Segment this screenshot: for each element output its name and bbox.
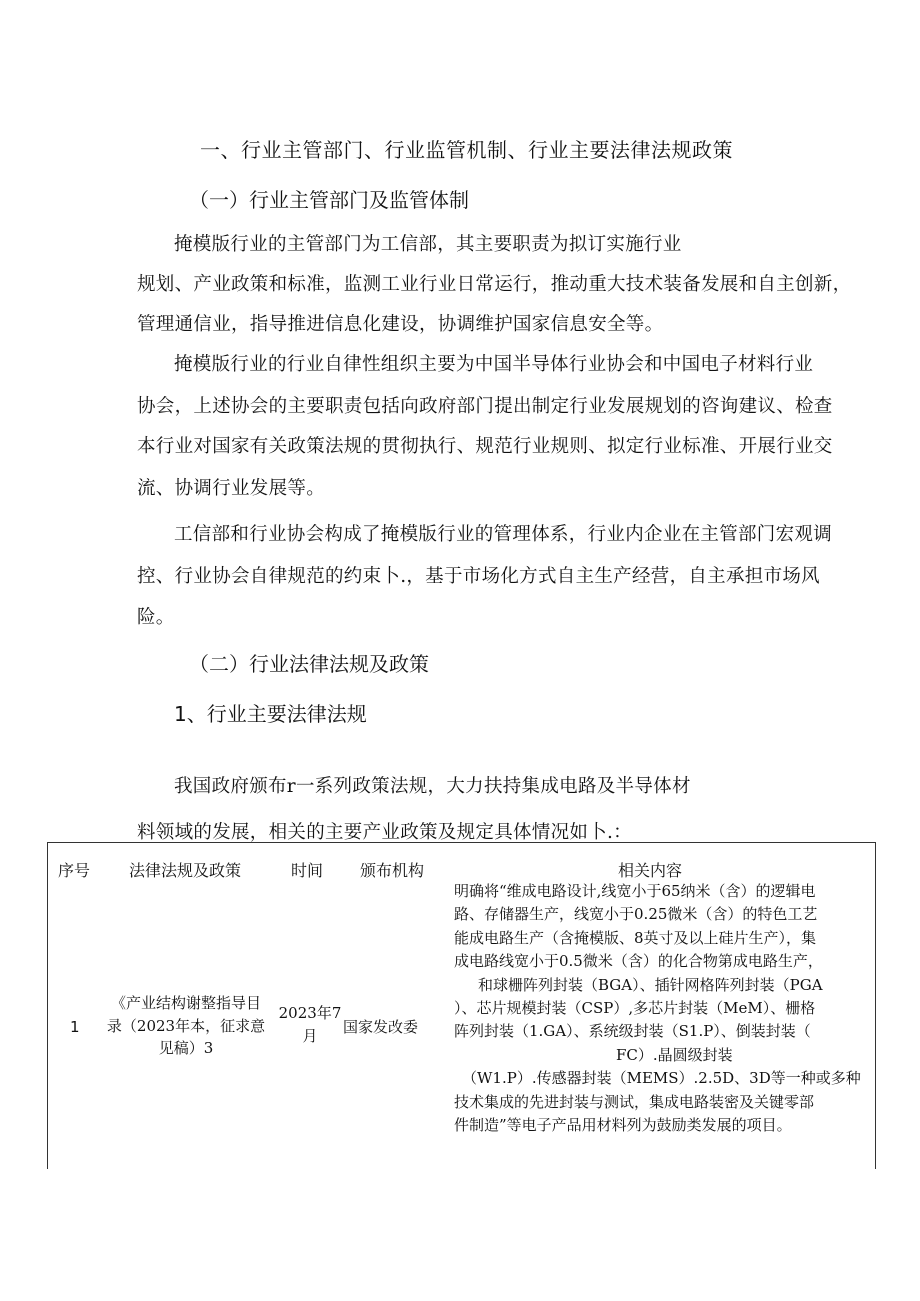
table-row-content-line: 技术集成的先进封装与测试，集成电路装密及关键零部 <box>454 1092 815 1111</box>
table-row-time-line: 2023年7 <box>278 1004 342 1022</box>
table-row-agency: 国家发改委 <box>343 1018 419 1036</box>
paragraph-3-line-3: 险。 <box>137 607 175 628</box>
paragraph-3-line-1: 工信部和行业协会构成了掩模版行业的管理体系，行业内企业在主管部门宏观调 <box>174 524 833 545</box>
table-row-content-line: 能成电路生产（含掩模版、8英寸及以上硅片生产），集 <box>454 928 817 947</box>
table-row-content-line: 明确将“维成电路设计,线宽小于65纳米（含）的逻辑电 <box>454 882 816 900</box>
table-header-index: 序号 <box>58 861 91 880</box>
table-row-content-line: 和球栅阵列封装（BGA）、插针网格阵列封装（PGA <box>478 975 823 994</box>
table-row-name-line: 录（2023年本，征求意 <box>106 1016 266 1035</box>
table-row-name-line: 《产业结构谢整指导目 <box>110 994 261 1012</box>
table-row-index: 1 <box>70 1018 80 1036</box>
subsection-title: 1、行业主要法律法规 <box>174 702 367 726</box>
table-row-content-line: 成电路线宽小于0.5微米（含）的化合物第成电路生产， <box>454 952 823 971</box>
table-header-agency: 颁布机构 <box>360 861 425 880</box>
table-row-content-line: 阵列封装（1.GA）、系统级封装（S1.P）、倒装封装（ <box>454 1022 811 1041</box>
table-row-time-line: 月 <box>302 1026 318 1045</box>
paragraph-1-line-3: 管理通信业，指导推进信息化建设，协调维护国家信息安全等。 <box>137 314 664 335</box>
paragraph-1-line-2: 规划、产业政策和标准，监测工业行业日常运行，推动重大技术装备发展和自主创新， <box>137 274 852 295</box>
page-heading: 一、行业主管部门、行业监管机制、行业主要法律法规政策 <box>200 138 733 162</box>
table-row-content-line: （W1.P）.传感器封装（MEMS）.2.5D、3D等一种或多种 <box>462 1069 861 1088</box>
paragraph-2-line-2: 协会，上述协会的主要职责包括向政府部门提出制定行业发展规划的咨询建议、检查 <box>137 396 833 417</box>
paragraph-2-line-1: 掩模版行业的行业自律性组织主要为中国半导体行业协会和中国电子材料行业 <box>174 354 814 375</box>
table-row-content-line: FC）.晶圆级封装 <box>616 1045 733 1064</box>
table-header-time: 时间 <box>291 861 324 880</box>
section-title-1: （一）行业主管部门及监管体制 <box>189 188 469 212</box>
paragraph-1-line-1: 掩模版行业的主管部门为工信部，其主要职责为拟订实施行业 <box>174 234 682 255</box>
table-row-content <box>440 880 870 1137</box>
table-row-name-line: 见稿）3 <box>158 1039 214 1057</box>
paragraph-4-line-2: 料领域的发展，相关的主要产业政策及规定具体情况如卜.： <box>137 822 632 843</box>
table-row-name <box>96 992 276 1060</box>
paragraph-2-line-4: 流、协调行业发展等。 <box>137 478 326 499</box>
table-header-name: 法律法规及政策 <box>129 861 242 880</box>
table-row-time <box>278 1002 342 1047</box>
paragraph-4-line-1: 我国政府颁布r一系列政策法规，大力扶持集成电路及半导体材 <box>174 776 691 797</box>
paragraph-3-line-2: 控、行业协会自律规范的约束卜.，基于市场化方式自主生产经营，自主承担市场风 <box>137 566 820 587</box>
table-header-content: 相关内容 <box>618 861 683 880</box>
section-title-2: （二）行业法律法规及政策 <box>189 652 429 676</box>
table-row-content-line: 件制造”等电子产品用材料列为鼓励类发展的项目。 <box>454 1116 792 1135</box>
paragraph-2-line-3: 本行业对国家有关政策法规的贯彻执行、规范行业规则、拟定行业标准、开展行业交 <box>137 436 833 457</box>
table-row-content-line: 路、存储器生产，线宽小于0.25微米（含）的特色工艺 <box>454 905 818 924</box>
table-row-content-line: ）、芯片规模封装（CSP）,多芯片封装（MeM）、栅格 <box>454 999 816 1018</box>
